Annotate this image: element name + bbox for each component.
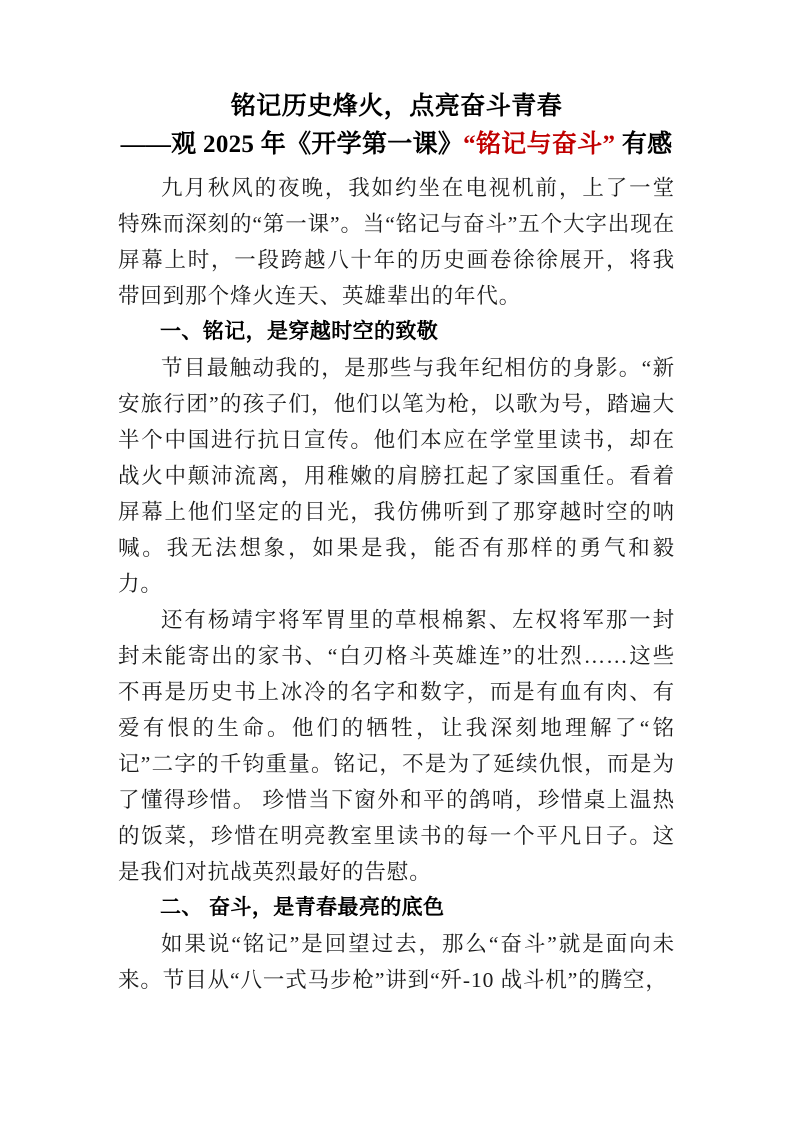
section-heading: 一、铭记，是穿越时空的致敬 <box>160 320 439 343</box>
subtitle-accent-text: “铭记与奋斗” <box>463 131 616 158</box>
body-paragraph: 节目最触动我的，是那些与我年纪相仿的身影。“新安旅行团”的孩子们，他们以笔为枪，以歌为号，踏遍大半个中国进行抗日宣传。他们本应在学堂里读书，却在战火中颠沛流离，用稚嫩的肩膀扛起了家国重任。看着屏幕上他们坚定的目光，我仿佛听到了那穿越时空的呐喊。我无法想象，如果是我，能否有那样的勇气和毅力。 <box>118 356 675 596</box>
section-heading: 二、 奋斗，是青春最亮的底色 <box>160 896 445 919</box>
subtitle-lead: ——观 2025 年《开学第一课》 <box>120 131 464 158</box>
page-subtitle <box>118 126 675 164</box>
page-title: 铭记历史烽火，点亮奋斗青春 <box>230 93 563 120</box>
subtitle-tail: 有感 <box>615 131 673 158</box>
body-paragraph: 还有杨靖宇将军胃里的草根棉絮、左权将军那一封封未能寄出的家书、“白刃格斗英雄连”的壮烈……这些不再是历史书上冰冷的名字和数字，而是有血有肉、有爱有恨的生命。他们的牺牲，让我深刻地理解了“铭记”二字的千钧重量。铭记，不是为了延续仇恨，而是为了懂得珍惜。 珍惜当下窗外和平的鸽哨，珍惜桌上温热的饭菜，珍惜在明亮教室里读书的每一个平凡日子。这是我们对抗战英烈最好的告慰。 <box>118 608 675 884</box>
body-paragraph: 九月秋风的夜晚，我如约坐在电视机前，上了一堂特殊而深刻的“第一课”。当“铭记与奋斗”五个大字出现在屏幕上时，一段跨越八十年的历史画卷徐徐展开，将我带回到那个烽火连天、英雄辈出的年代。 <box>118 176 675 308</box>
body-paragraph: 如果说“铭记”是回望过去，那么“奋斗”就是面向未来。节目从“八一式马步枪”讲到“歼-10 战斗机”的腾空， <box>118 932 675 992</box>
document-body <box>118 170 675 998</box>
